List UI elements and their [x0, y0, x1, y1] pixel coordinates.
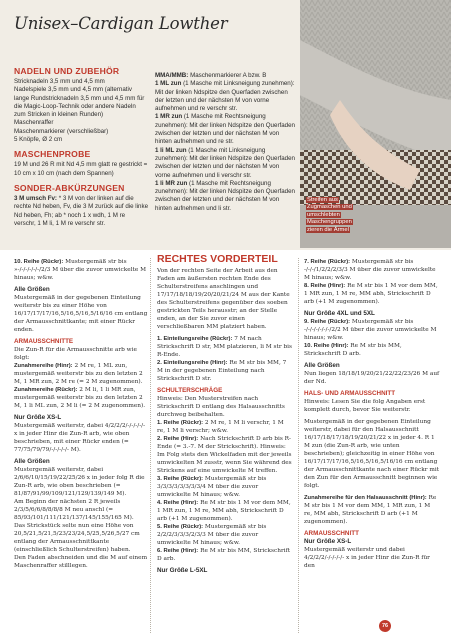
subheading: Nur Größe L-5XL — [157, 567, 208, 574]
abbrev-item — [14, 195, 148, 228]
materials-line: Maschenraffer — [14, 119, 54, 127]
paragraph: Die Zun-R für die Armausschnitte arb wie folgt: — [14, 347, 137, 361]
subheading: Alle Größen — [304, 362, 340, 369]
column-divider — [298, 258, 299, 633]
subheading: Nur Größe 4XL und 5XL — [304, 310, 375, 317]
paragraph: Zunahmereihe (Hinr): 2 M re, 1 ML zun, mustergemäß weiterstr bis zu den letzten 2 M, 1 MR zun, 2 M re (= 2 M zugenommen). — [14, 363, 143, 385]
section-heading: SCHULTERSCHRÄGE — [157, 387, 223, 394]
abbrev-column-2 — [155, 72, 295, 213]
materials-line: 5 Knöpfe, Ø 2 cm — [14, 136, 63, 144]
page-title: Unisex–Cardigan Lowther — [14, 14, 228, 33]
paragraph: Zunahmereihe für den Halsausschnitt (Hinr): Re M str bis 1 M vor dem MM, 1 MR zun, 1 M re, MM abh, Strickschrift D arb (+1 M zugenommen). — [304, 495, 437, 525]
materials-line: Nadelspiele 3,5 mm und 4,5 mm (alternativ lange Rundstricknadeln 3,5 mm und 4,5 mm für die Magic-Loop-Technik oder andere Nadeln zum Stricken in kleinen Runden) — [14, 86, 145, 119]
abbrev-item: 1 li MR zun (1 Masche mit Rechtsneigung zunehmen): Mit der linken Ndspitze den Querfaden zwischen der letzten und der nächsten M von hinten aufnehmen und li str. — [155, 179, 295, 212]
paragraph: 9. Reihe (Rückr): Mustergemäß str bis -/-/-/-/-/-/-/2/2 M über die zuvor umwickelte M hinaus; w&w. — [304, 319, 437, 341]
page-number: 76 — [379, 620, 391, 632]
paragraph: Mustergemäß weiterstr und dabei 4/2/2/2/-/-/-/-/- x in jeder Hinr die Zun-R für den — [304, 547, 430, 569]
abbrev-term: 3 M umsch Fv: — [14, 194, 57, 202]
paragraph: Mustergemäß in der gegebenen Einteilung weiterstr, dabei für den Halsausschnitt 16/17/18/17/18/19/20/21/22 x in jeder 4. R 1 M zun (die Zun-R arb, wie unten beschrieben); gleichzeitig in einer Höhe von 16/17/17/17/16,5/16,5/16,5/16/16 cm entlang der Armausschnittkante nach einer Rückr mit den Zun für den Armausschnitt beginnen wie folgt. — [304, 419, 440, 489]
paragraph: Mustergemäß weiterstr, dabei 4/2/2/2/-/-/-/-/- x in jeder Hinr die Zun-R arb, wie oben beschrieben, mit einer Rückr enden (= 77/75/79/79/-/-/-/-/- M). — [14, 423, 146, 453]
paragraph: Am Beginn der nächsten 2 R jeweils 2/3/5/6/6/8/8/8/8 M neu anschl (= 85/93/101/111/121/137/145/155/165 M). — [14, 499, 134, 521]
column-divider — [150, 258, 151, 633]
paragraph: 10. Reihe (Hinr): Re M str bis MM, Strickschrift D arb. — [304, 343, 402, 357]
paragraph: 6. Reihe (Hinr): Re M str bis MM, Strickschrift D arb. — [157, 548, 291, 562]
abbrev-item: 1 ML zun (1 Masche mit Linksneigung zunehmen): Mit der linken Ndspitze den Querfaden zwischen der letzten und der nächsten M von vorne aufnehmen und re verschr str. — [155, 80, 295, 113]
section-title: RECHTES VORDERTEIL — [157, 253, 278, 265]
paragraph: 8. Reihe (Hinr): Re M str bis 1 M vor dem MM, 1 MR zun, 1 M re, MM abh, Strickschrift D arb (+1 M zugenommen). — [304, 283, 438, 305]
materials-list — [14, 78, 148, 144]
paragraph: 4. Reihe (Hinr): Re M str bis 1 M vor dem MM, 1 MR zun, 1 M re, MM abh, Strickschrift D arb (+1 M zugenommen). — [157, 500, 291, 522]
paragraph: 1. Einteilungsreihe (Rückr): 7 M nach Strickschrift D str, MM platzieren, li M str bis R-Ende. — [157, 336, 293, 358]
materials-heading: NADELN UND ZUBEHÖR — [14, 66, 120, 76]
abbrev-item: 1 li ML zun (1 Masche mit Linksneigung zunehmen): Mit der linken Ndspitze den Querfaden zwischen der letzten und der nächsten M von vorne aufnehmen und li verschr str. — [155, 146, 295, 179]
materials-line: Maschenmarkierer (verschließbar) — [14, 127, 109, 135]
gauge-heading: MASCHENPROBE — [14, 149, 91, 160]
paragraph: Zunahmereihe (Rückr): 2 M li, 1 li MR zun, mustergemäß weiterstr bis zu den letzten 2 M, 1 li ML zun, 2 M li (= 2 M zugenommen). — [14, 387, 146, 409]
abbrev-heading: SONDER-ABKÜRZUNGEN — [14, 182, 125, 193]
materials-column — [14, 66, 148, 228]
subheading: Nur Größe XS-L — [304, 538, 352, 545]
paragraph: Das Strickstück selte nun eine Höhe von 20,5/21,5/21,5/23/23/24,5/25,5/26,5/27 cm entlang der Armausschnittkante (einschließlich Schulterstreifen) haben. — [14, 523, 140, 553]
subheading: Alle Größen — [14, 458, 50, 465]
paragraph: Hinweis: Lesen Sie die folg Angaben erst komplett durch, bevor Sie weiterstr. — [304, 399, 426, 413]
body-column-1 — [14, 258, 150, 574]
abbrev-item: MMA/MMB: Maschenmarkierer A bzw. B — [155, 72, 267, 79]
photo-caption: Streifen aus Zugmaschen und umschlebten Maschengruppen zieren die Ärmel — [307, 197, 352, 233]
abbrev-item: 1 MR zun (1 Masche mit Rechtsneigung zunehmen): Mit der linken Ndspitze den Querfaden zwischen der letzten und der nächsten M von hinten aufnehmen und re str. — [155, 113, 295, 146]
paragraph: 2. Reihe (Hinr): Nach Strickschrift D arb bis R-Ende (= 3.-7. M der Strickschrift). Hinweis: Im Folg stets den Wickelfaden mit der jeweils umwickelten M zusstr, wenn Sie während des Strickens auf eine umwickelte M treffen. — [157, 436, 292, 474]
body-column-3 — [304, 258, 440, 574]
paragraph: 10. Reihe (Rückr): Mustergemäß str bis »-/-/-/-/-/-/2/3 M über die zuvor umwickelte M hinaus; w&w. — [14, 259, 147, 281]
paragraph: Hinweis: Den Musterstreifen nach Strickschrift D entlang des Halsausschnitts durchweg beibehalten. — [157, 396, 285, 418]
section-heading: ARMAUSSCHNITTE — [14, 338, 74, 345]
paragraph: 1. Reihe (Rückr): 2 M re, 1 M li verschr, 1 M re, 1 M li verschr; w&w. — [157, 420, 284, 434]
paragraph: 5. Reihe (Rückr): Mustergemäß str bis 2/2/2/3/3/3/2/3/3 M über die zuvor umwickelte M hinaus; w&w. — [157, 524, 267, 546]
gauge-text: 19 M und 26 R mit Nd 4,5 mm glatt re gestrickt = 10 cm x 10 cm (nach dem Spannen) — [14, 161, 148, 177]
paragraph: Mustergemäß in der gegebenen Einteilung weiterstr bis zu einer Höhe von 16/17/17/17/16,5/16,5/16,5/16/16 cm entlang der Armausschnittkante; mit einer Rückr enden. — [14, 295, 148, 333]
paragraph: Von der rechten Seite der Arbeit aus den Faden am äußersten rechten Ende des Schulterstreifens anschlingen und 17/17/18/18/19/20/20/21/24 M aus der Kante des Schulterstreifens gegenüber des soeben gestrickten Teils herausstr; an der Stelle enden, an der Sie zuvor einen verschließbaren MM platziert haben. — [157, 268, 290, 330]
section-heading: ARMAUSSCHNITT — [304, 530, 359, 537]
paragraph: Mustergemäß weiterstr, dabei 2/6/6/10/15/19/22/25/26 x in jeder folg R die Zun-R arb, wie oben beschrieben (= 81/87/91/99/109/121/129/139/149 M). — [14, 467, 145, 497]
paragraph: 2. Einteilungsreihe (Hinr): Re M str bis MM, 7 M in der gegebenen Einteilung nach Strickschrift D str. — [157, 360, 287, 382]
paragraph: Den Faden abschneiden und die M auf einem Maschenraffer stilllegen. — [14, 555, 148, 569]
subheading: Nur Größe XS-L — [14, 414, 62, 421]
paragraph: 7. Reihe (Rückr): Mustergemäß str bis -/-/-/1/2/2/2/3/3 M über die zuvor umwickelte M hinaus; w&w. — [304, 259, 436, 281]
materials-line: Stricknadeln 3,5 mm und 4,5 mm — [14, 78, 105, 85]
paragraph: 3. Reihe (Rückr): Mustergemäß str bis 3/3/3/3/3/3/3/3/4 M über die zuvor umwickelte M hinaus; w&w. — [157, 476, 267, 498]
section-heading: HALS- UND ARMAUSSCHNITT — [304, 390, 396, 397]
body-column-2 — [157, 254, 293, 575]
abbrev-text: * 3 M von der linken auf die rechte Nd heben, Fv, die 3 M zurück auf die linke Nd heben, Fh; ab * noch 1 x wdh, 1 M re verschr, 1 M li, 1 M re verschr str. — [14, 194, 149, 227]
subheading: Alle Größen — [14, 286, 50, 293]
paragraph: Nun liegen 18/18/19/20/21/22/22/23/26 M auf der Nd. — [304, 371, 440, 385]
